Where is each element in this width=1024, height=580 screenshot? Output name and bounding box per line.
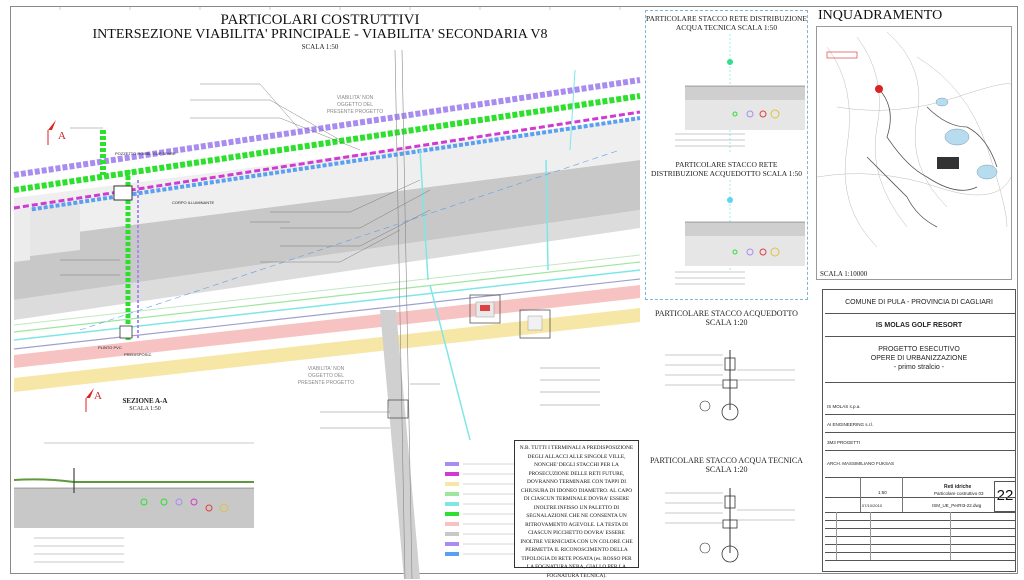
title-block-rule — [825, 552, 1015, 553]
detail-tecnica-scale: ACQUA TECNICA SCALA 1:50 — [675, 23, 778, 32]
doc-date: 07/10/2010 — [862, 503, 883, 508]
title-block-rule — [825, 432, 1015, 433]
doc-filename: ISM_UE_PerRI3-22.dwg — [932, 503, 982, 508]
doc-title: Reti idriche — [944, 484, 972, 490]
sheet-number: 22 — [996, 487, 1014, 504]
title-block-rule — [825, 497, 1015, 498]
title-block-rule — [825, 544, 1015, 545]
drawing-subtitle: INTERSEZIONE VIABILITA' PRINCIPALE - VIABILITA' SECONDARIA V8 — [92, 27, 548, 42]
detail-acqua-tecnica-drawing — [655, 478, 805, 573]
plinto-label: PLINTO PVC — [98, 345, 122, 350]
section-title: SEZIONE A-A — [122, 397, 168, 405]
section-marker-bottom: A — [94, 390, 102, 402]
viability-label-top — [325, 95, 385, 116]
title-block-col — [870, 512, 871, 560]
firm-1: IS MOLAS s.p.a. — [827, 404, 861, 409]
viability-line: PRESENTE PROGETTO — [326, 109, 384, 115]
municipality: COMUNE DI PULA - PROVINCIA DI CAGLIARI — [845, 299, 993, 306]
section-drawing — [14, 418, 274, 568]
title-block — [822, 289, 1016, 572]
viability-line: PRESENTE PROGETTO — [297, 380, 355, 386]
detail-acqua-tecnica-scale: SCALA 1:20 — [705, 465, 748, 474]
title-block-rule — [825, 477, 1015, 478]
doc-scale: 1:50 — [878, 490, 887, 495]
viability-line: OGGETTO DEL — [336, 102, 374, 108]
doc-subtitle: Particolare costruttivo 03 — [934, 491, 984, 496]
title-block-rule — [825, 512, 1015, 513]
title-block-col — [860, 477, 861, 512]
title-block-col — [950, 512, 951, 560]
project-type: PROGETTO ESECUTIVO — [878, 346, 960, 353]
project-phase: - primo stralcio - — [893, 364, 945, 371]
title-block-rule — [825, 528, 1015, 529]
firm-4: ARCH. MASSIMILIANO FUKSAS — [827, 461, 895, 466]
detail-acquedotto-rete-scale: DISTRIBUZIONE ACQUEDOTTO SCALA 1:50 — [651, 169, 802, 178]
section-scale: SCALA 1:50 — [129, 406, 161, 412]
legend-swatches — [445, 460, 525, 570]
detail-tecnica-title: PARTICOLARE STACCO RETE DISTRIBUZIONE — [646, 14, 807, 23]
detail-tecnica-drawing — [655, 34, 805, 154]
corpo-illuminante-label: CORPO ILLUMINANTE — [172, 200, 215, 205]
title-block-col — [902, 477, 903, 512]
predisposizione-label: PREDISPOSIZ. — [124, 352, 153, 357]
viability-label-bottom — [296, 366, 356, 387]
inquadramento-scale: SCALA 1:10000 — [820, 270, 868, 278]
detail-acqua-tecnica-title: PARTICOLARE STACCO ACQUA TECNICA — [650, 456, 803, 465]
drawing-title: PARTICOLARI COSTRUTTIVI — [220, 12, 420, 28]
inquadramento-title: INQUADRAMENTO — [818, 8, 943, 23]
drawing-scale: SCALA 1:50 — [301, 43, 339, 51]
viability-line: OGGETTO DEL — [307, 373, 345, 379]
viability-line: VIABILITA' NON — [307, 366, 345, 372]
firm-2: AI ENGINEERING s.r.l. — [827, 422, 874, 427]
detail-acquedotto-drawing — [655, 340, 805, 430]
detail-acquedotto-scale: SCALA 1:20 — [705, 318, 748, 327]
note-text: N.B. TUTTI I TERMINALI A PREDISPOSIZIONE DEGLI ALLACCI ALLE SINGOLE VILLE, NONCHE' DEGLI STACCHI PER LA PROSECUZIONE DELLE RETI FUTURE, DOVRANNO TERMINARE CON TAPPI DI CHIUSURA DI IDONEO DIAMETRO. AL CAPO DI CIASCUN TERMINALE DOVRA' ESSERE INOLTRE INFISSO UN PALETTO DI SEGNALAZIONE CHE NE CONSENTA UN RITROVAMENTO AGEVOLE. LA TESTA DI CIASCUN PICCHETTO DOVRA' ESSERE INOLTRE VERNICIATA CON UN COLORE CHE PERMETTA IL RICONOSCIMENTO DELLA TIPOLOGIA DI RETE POSATA (es. ROSSO PER LA FOGNATURA NERA, GIALLO PER LA FOGNATURA TECNICA). — [519, 445, 634, 579]
viability-line: VIABILITA' NON — [336, 95, 374, 101]
pozzetto-label: POZZETTO ROMBI, GUP SPARE — [115, 151, 176, 156]
detail-acquedotto-rete-drawing — [655, 180, 805, 290]
title-block-rule — [825, 560, 1015, 561]
title-block-rule — [825, 382, 1015, 383]
detail-acquedotto-rete-title: PARTICOLARE STACCO RETE — [675, 160, 778, 169]
project-name: IS MOLAS GOLF RESORT — [875, 322, 963, 329]
title-block-rule — [825, 336, 1015, 337]
section-marker-top: A — [58, 130, 66, 142]
detail-acquedotto-title: PARTICOLARE STACCO ACQUEDOTTO — [655, 309, 798, 318]
title-block-rule — [825, 414, 1015, 415]
firm-3: 3M3 PROGETTI — [827, 440, 861, 445]
title-block-col — [836, 512, 837, 560]
title-block-rule — [825, 536, 1015, 537]
project-type-sub: OPERE DI URBANIZZAZIONE — [870, 355, 968, 362]
title-block-rule — [825, 520, 1015, 521]
title-block-rule — [825, 450, 1015, 451]
title-block-rule — [825, 313, 1015, 314]
inquadramento-map — [817, 27, 1011, 279]
